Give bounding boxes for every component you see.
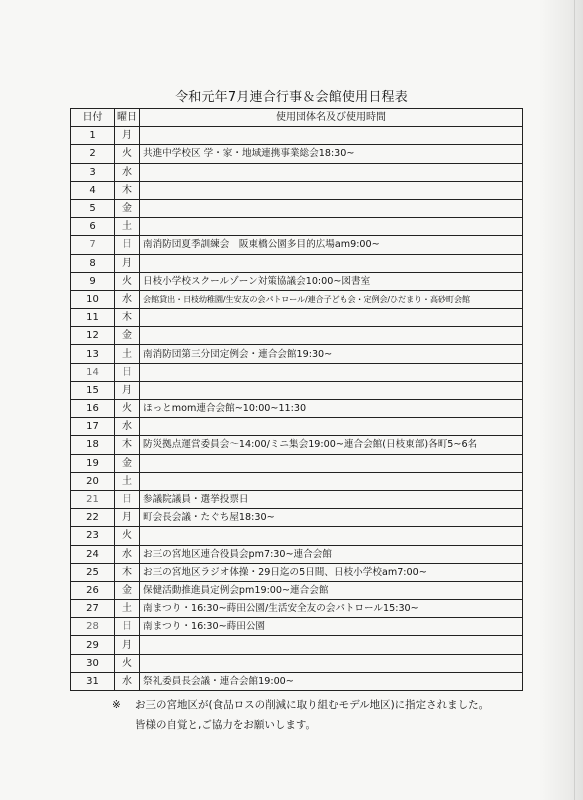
- weekday-cell: 木: [115, 181, 140, 199]
- weekday-cell: 月: [115, 127, 140, 145]
- event-cell: 会館貸出・日枝幼稚園/生安友の会パトロール/連合子ども会・定例会/ひだまり・高砂町会館: [140, 290, 523, 308]
- table-row: [71, 254, 523, 272]
- event-cell: [140, 127, 523, 145]
- day-cell: 15: [71, 381, 115, 399]
- event-cell: 南まつり・16:30~蒔田公園/生活安全友の会パトロール15:30~: [140, 600, 523, 618]
- event-cell: [140, 309, 523, 327]
- weekday-cell: 月: [115, 381, 140, 399]
- header-events: 使用団体名及び使用時間: [140, 109, 523, 127]
- note-line-2: 皆様の自覚と,ご協力をお願いします。: [135, 719, 316, 731]
- header-weekday: 曜日: [115, 109, 140, 127]
- day-cell: 26: [71, 581, 115, 599]
- table-row: [71, 199, 523, 217]
- weekday-cell: 金: [115, 327, 140, 345]
- day-cell: 25: [71, 563, 115, 581]
- schedule-table: [70, 108, 523, 691]
- event-cell: 南まつり・16:30~蒔田公園: [140, 618, 523, 636]
- weekday-cell: 火: [115, 272, 140, 290]
- event-cell: 南消防団夏季訓練会 阪東橋公園多目的広場am9:00~: [140, 236, 523, 254]
- weekday-cell: 金: [115, 199, 140, 217]
- event-cell: [140, 654, 523, 672]
- weekday-cell: 火: [115, 400, 140, 418]
- table-row: [71, 545, 523, 563]
- weekday-cell: 日: [115, 236, 140, 254]
- note-line-1: お三の宮地区が(食品ロスの削減に取り組むモデル地区)に指定されました。: [135, 699, 490, 711]
- weekday-cell: 水: [115, 545, 140, 563]
- day-cell: 14: [71, 363, 115, 381]
- table-row: [71, 400, 523, 418]
- table-row: [71, 618, 523, 636]
- day-cell: 16: [71, 400, 115, 418]
- table-row: [71, 600, 523, 618]
- event-cell: [140, 636, 523, 654]
- weekday-cell: 土: [115, 600, 140, 618]
- weekday-cell: 水: [115, 672, 140, 690]
- weekday-cell: 金: [115, 581, 140, 599]
- weekday-cell: 木: [115, 436, 140, 454]
- event-cell: [140, 181, 523, 199]
- day-cell: 20: [71, 472, 115, 490]
- weekday-cell: 火: [115, 654, 140, 672]
- day-cell: 6: [71, 218, 115, 236]
- weekday-cell: 水: [115, 290, 140, 308]
- event-cell: [140, 381, 523, 399]
- table-row: [71, 309, 523, 327]
- day-cell: 10: [71, 290, 115, 308]
- table-row: [71, 636, 523, 654]
- day-cell: 3: [71, 163, 115, 181]
- table-row: [71, 127, 523, 145]
- event-cell: 南消防団第三分団定例会・連合会館19:30~: [140, 345, 523, 363]
- table-row: [71, 345, 523, 363]
- event-cell: 日枝小学校スクールゾーン対策協議会10:00~図書室: [140, 272, 523, 290]
- table-row: [71, 472, 523, 490]
- weekday-cell: 土: [115, 472, 140, 490]
- event-cell: お三の宮地区ラジオ体操・29日迄の5日間、日枝小学校am7:00~: [140, 563, 523, 581]
- table-row: [71, 527, 523, 545]
- weekday-cell: 木: [115, 309, 140, 327]
- day-cell: 2: [71, 145, 115, 163]
- day-cell: 5: [71, 199, 115, 217]
- day-cell: 8: [71, 254, 115, 272]
- day-cell: 21: [71, 490, 115, 508]
- weekday-cell: 金: [115, 454, 140, 472]
- weekday-cell: 火: [115, 145, 140, 163]
- weekday-cell: 土: [115, 345, 140, 363]
- day-cell: 24: [71, 545, 115, 563]
- event-cell: 保健活動推進員定例会pm19:00~連合会館: [140, 581, 523, 599]
- table-row: [71, 327, 523, 345]
- table-header-row: [71, 109, 523, 127]
- weekday-cell: 火: [115, 527, 140, 545]
- table-row: [71, 454, 523, 472]
- table-row: [71, 145, 523, 163]
- day-cell: 22: [71, 509, 115, 527]
- header-day: 日付: [71, 109, 115, 127]
- weekday-cell: 水: [115, 163, 140, 181]
- day-cell: 9: [71, 272, 115, 290]
- event-cell: [140, 199, 523, 217]
- event-cell: [140, 454, 523, 472]
- event-cell: [140, 163, 523, 181]
- page-edge-line: [574, 0, 575, 800]
- day-cell: 12: [71, 327, 115, 345]
- day-cell: 28: [71, 618, 115, 636]
- day-cell: 31: [71, 672, 115, 690]
- document-title: 令和元年7月連合行事＆会館使用日程表: [175, 90, 408, 105]
- day-cell: 30: [71, 654, 115, 672]
- day-cell: 27: [71, 600, 115, 618]
- day-cell: 13: [71, 345, 115, 363]
- day-cell: 17: [71, 418, 115, 436]
- event-cell: [140, 218, 523, 236]
- event-cell: 町会長会議・たぐち屋18:30~: [140, 509, 523, 527]
- day-cell: 19: [71, 454, 115, 472]
- table-row: [71, 272, 523, 290]
- table-row: [71, 581, 523, 599]
- weekday-cell: 木: [115, 563, 140, 581]
- table-row: [71, 509, 523, 527]
- day-cell: 29: [71, 636, 115, 654]
- event-cell: [140, 472, 523, 490]
- day-cell: 1: [71, 127, 115, 145]
- table-row: [71, 218, 523, 236]
- weekday-cell: 日: [115, 490, 140, 508]
- weekday-cell: 水: [115, 418, 140, 436]
- table-row: [71, 418, 523, 436]
- table-row: [71, 436, 523, 454]
- table-row: [71, 490, 523, 508]
- event-cell: [140, 418, 523, 436]
- event-cell: [140, 327, 523, 345]
- event-cell: 祭礼委員長会議・連合会館19:00~: [140, 672, 523, 690]
- event-cell: 参議院議員・選挙投票日: [140, 490, 523, 508]
- event-cell: 共進中学校区 学・家・地域連携事業総会18:30~: [140, 145, 523, 163]
- table-body: [71, 127, 523, 691]
- event-cell: 防災拠点運営委員会～14:00/ミニ集会19:00~連合会館(日枝東部)各町5~6名: [140, 436, 523, 454]
- table-row: [71, 563, 523, 581]
- note-mark: ※: [112, 699, 121, 711]
- table-row: [71, 163, 523, 181]
- weekday-cell: 月: [115, 509, 140, 527]
- table-row: [71, 236, 523, 254]
- day-cell: 7: [71, 236, 115, 254]
- weekday-cell: 土: [115, 218, 140, 236]
- weekday-cell: 月: [115, 254, 140, 272]
- table-row: [71, 363, 523, 381]
- weekday-cell: 日: [115, 618, 140, 636]
- scan-shadow: [539, 0, 583, 800]
- day-cell: 23: [71, 527, 115, 545]
- event-cell: お三の宮地区連合役員会pm7:30~連合会館: [140, 545, 523, 563]
- table-row: [71, 672, 523, 690]
- table-row: [71, 181, 523, 199]
- weekday-cell: 日: [115, 363, 140, 381]
- day-cell: 4: [71, 181, 115, 199]
- event-cell: [140, 254, 523, 272]
- event-cell: [140, 363, 523, 381]
- table-row: [71, 381, 523, 399]
- event-cell: [140, 527, 523, 545]
- day-cell: 11: [71, 309, 115, 327]
- day-cell: 18: [71, 436, 115, 454]
- table-row: [71, 654, 523, 672]
- table-row: [71, 290, 523, 308]
- weekday-cell: 月: [115, 636, 140, 654]
- event-cell: ほっとmom連合会館~10:00~11:30: [140, 400, 523, 418]
